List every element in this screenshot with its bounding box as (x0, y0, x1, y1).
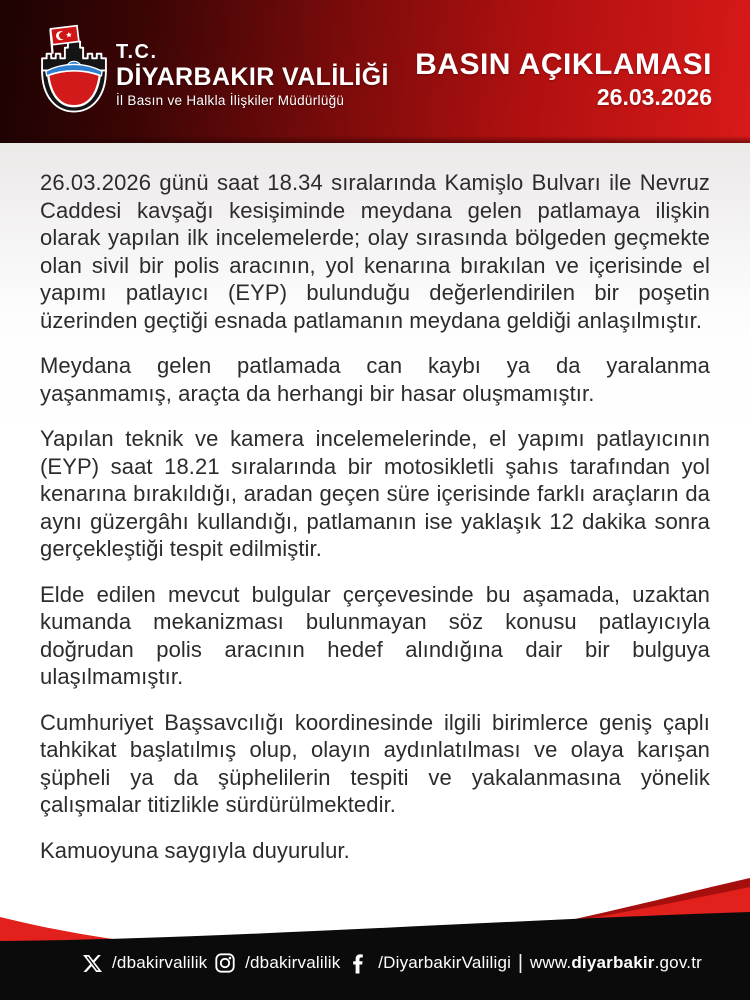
press-paragraph: Kamuoyuna saygıyla duyurulur. (40, 837, 350, 863)
diyarbakir-governorship-logo (36, 24, 112, 120)
agency-department: İl Basın ve Halkla İlişkiler Müdürlüğü (116, 93, 345, 109)
footer-social-bar (0, 934, 750, 1000)
instagram-icon (214, 952, 236, 974)
instagram-handle: /dbakirvalilik (245, 953, 341, 972)
document-title-block (415, 48, 712, 111)
press-paragraph: Elde edilen mevcut bulgular çerçevesinde bu aşamada, uzaktan kumanda mekanizması bulunmayan söz konusu patlayıcıyla doğrudan polis aracının hedef alındığına dair bir bulguya ulaşılmamıştır. (40, 581, 710, 689)
agency-name: DİYARBAKIR VALİLİĞİ (116, 63, 389, 91)
x-handle: /dbakirvalilik (112, 953, 208, 972)
agency-tc: T.C. (116, 41, 158, 63)
press-paragraph: Cumhuriyet Başsavcılığı koordinesinde ilgili birimlerce geniş çaplı tahkikat başlatılmış olup, olayın aydınlatılması ve olaya karışan şüpheli ya da şüphelilerin tespiti ve yakalanmasına yönelik çalışmalar titizlikle sürdürülmektedir. (40, 709, 710, 817)
agency-title-block (116, 42, 389, 108)
press-paragraph: Meydana gelen patlamada can kaybı ya da yaralanma yaşanmamış, araçta da herhangi bir hasar oluşmamıştır. (40, 353, 710, 406)
website-domain: diyarbakir (571, 953, 655, 972)
instagram-social-link[interactable] (214, 952, 340, 974)
x-icon (82, 953, 103, 974)
x-social-link[interactable] (82, 953, 207, 974)
press-paragraph: 26.03.2026 günü saat 18.34 sıralarında Kamişlo Bulvarı ile Nevruz Caddesi kavşağı kesişiminde meydana gelen patlamaya ilişkin olarak yapılan ilk incelemelerde; olay sırasında bölgeden geçmekte olan sivil bir polis aracının, yol kenarına bırakılan ve içerisinde el yapımı patlayıcı (EYP) bulunduğu değerlendirilen bir poşetin üzerinden geçtiği esnada patlamanın meydana geldiği anlaşılmıştır. (40, 170, 710, 333)
footer (0, 870, 750, 1000)
facebook-handle: /DiyarbakirValiligi (378, 953, 512, 972)
header-banner (0, 0, 750, 143)
diyarbakir-governorship-emblem-icon (36, 24, 112, 120)
turkish-flag-icon (51, 26, 79, 45)
press-body (0, 143, 750, 870)
website-prefix: www. (529, 953, 572, 972)
document-date: 26.03.2026 (596, 84, 712, 110)
document-title: BASIN AÇIKLAMASI (415, 48, 712, 81)
website-link[interactable] (530, 953, 702, 973)
footer-separator: | (517, 951, 524, 974)
website-suffix: .gov.tr (654, 953, 702, 972)
facebook-social-link[interactable] (347, 951, 511, 975)
facebook-icon (347, 951, 369, 975)
press-paragraph: Yapılan teknik ve kamera incelemelerinde, el yapımı patlayıcının (EYP) saat 18.21 sıralarında bir motosikletli şahıs tarafından yol kenarına bırakıldığı, aradan geçen süre içerisinde farklı araçların da aynı güzergâhı kullandığı, patlamanın ise yaklaşık 12 dakika sonra gerçekleştiği tespit edilmiştir. (40, 426, 710, 561)
